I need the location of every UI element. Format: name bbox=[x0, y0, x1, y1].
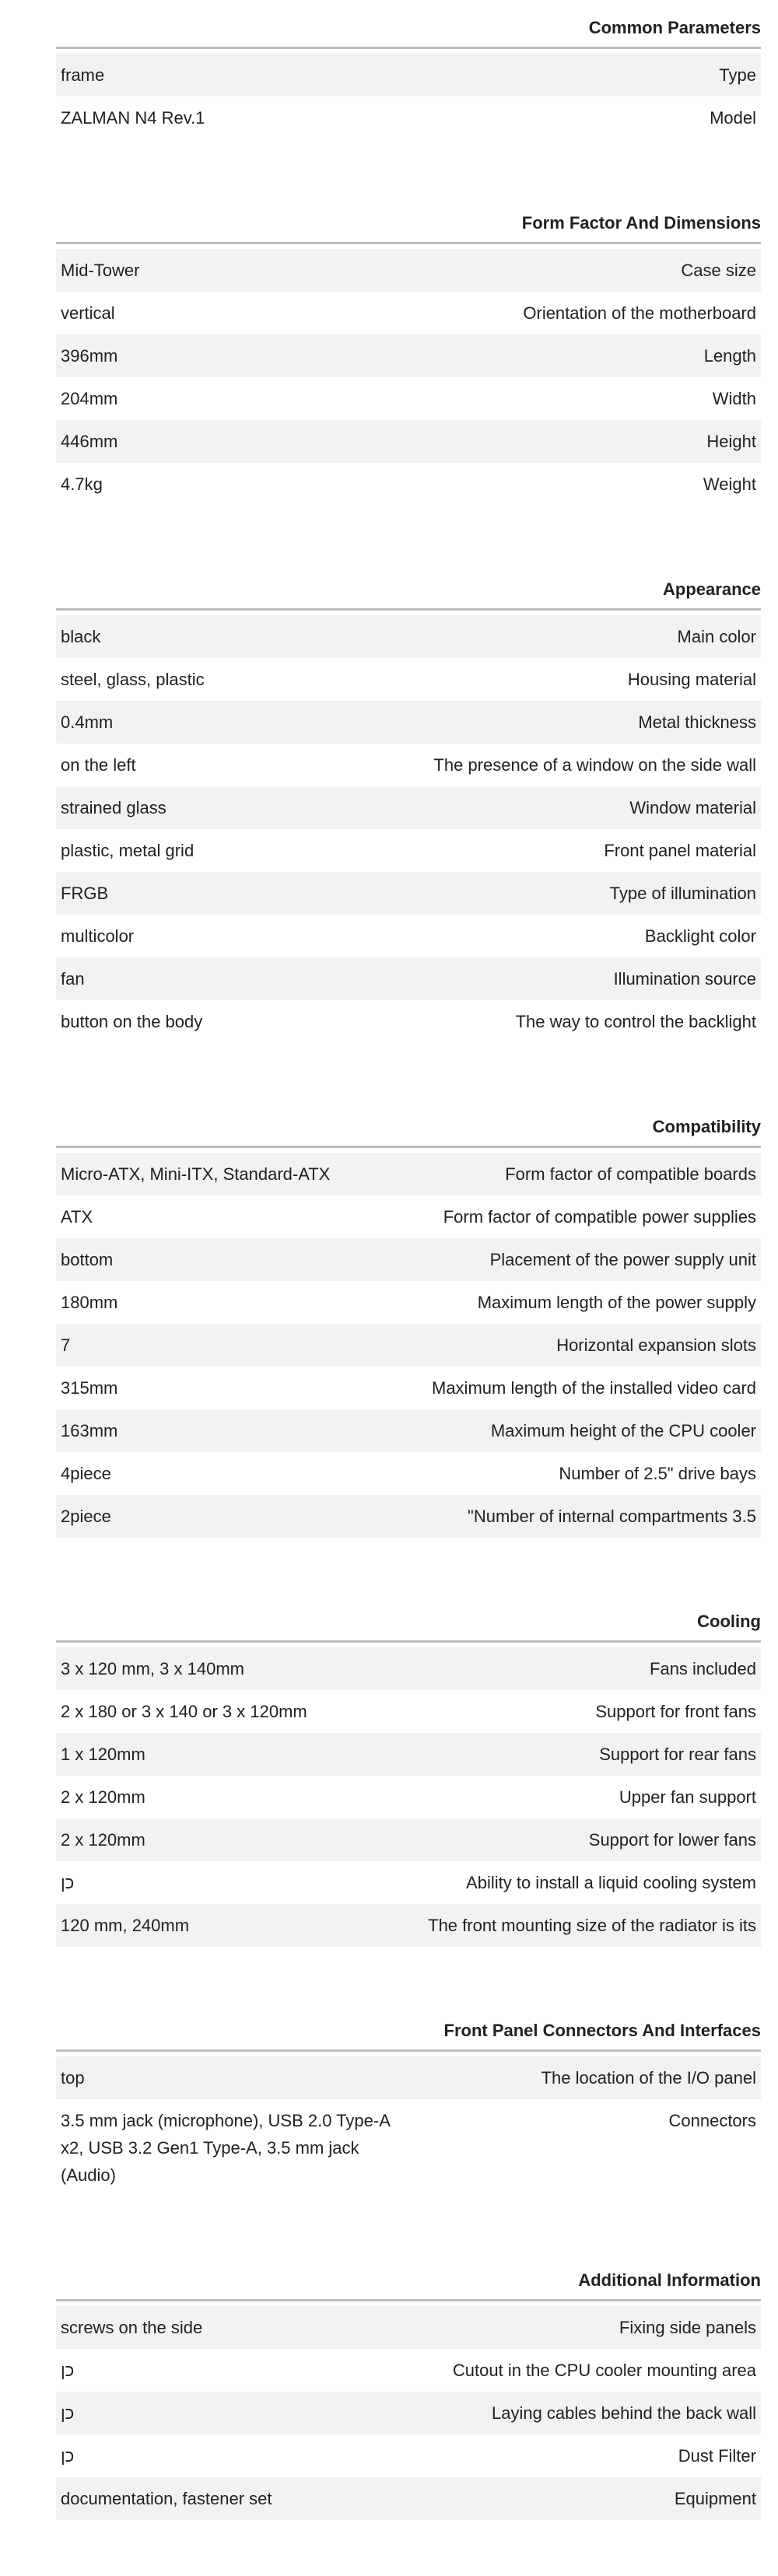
spec-label: Metal thickness bbox=[638, 712, 756, 732]
spec-value: כן bbox=[61, 2361, 75, 2380]
spec-value: Micro-ATX, Mini-ITX, Standard-ATX bbox=[61, 1164, 331, 1184]
spec-row bbox=[56, 701, 761, 744]
spec-value: כן bbox=[61, 2446, 75, 2466]
spec-section bbox=[56, 1099, 761, 1538]
spec-row bbox=[56, 1281, 761, 1324]
specifications-list bbox=[56, 0, 761, 2576]
spec-label: Number of 2.5" drive bays bbox=[559, 1464, 756, 1483]
spec-label: Window material bbox=[629, 798, 756, 817]
spec-label: Support for front fans bbox=[595, 1702, 756, 1721]
spec-label: "Number of internal compartments 3.5 bbox=[468, 1507, 756, 1526]
spec-label: Form factor of compatible power supplies bbox=[443, 1207, 756, 1227]
spec-value: 2piece bbox=[61, 1507, 111, 1526]
spec-row bbox=[56, 249, 761, 292]
spec-value: ATX bbox=[61, 1207, 93, 1227]
spec-rows bbox=[56, 1647, 761, 1947]
spec-section bbox=[56, 1594, 761, 1947]
section-title: Compatibility bbox=[56, 1099, 761, 1148]
spec-row bbox=[56, 463, 761, 506]
spec-row bbox=[56, 1647, 761, 1690]
spec-value: FRGB bbox=[61, 884, 109, 903]
spec-value: button on the body bbox=[61, 1012, 203, 1031]
spec-row bbox=[56, 1195, 761, 1238]
spec-label: The way to control the backlight bbox=[515, 1012, 756, 1031]
spec-row bbox=[56, 1861, 761, 1904]
spec-value: strained glass bbox=[61, 798, 166, 817]
spec-label: Front panel material bbox=[604, 841, 756, 860]
spec-row bbox=[56, 2349, 761, 2392]
section-title: Additional Information bbox=[56, 2252, 761, 2301]
spec-label: Length bbox=[703, 346, 756, 366]
spec-value: vertical bbox=[61, 303, 115, 323]
spec-value: 315mm bbox=[61, 1378, 118, 1398]
spec-row bbox=[56, 96, 761, 139]
spec-rows bbox=[56, 54, 761, 139]
spec-label: Height bbox=[706, 432, 756, 451]
spec-row bbox=[56, 1733, 761, 1776]
spec-row bbox=[56, 1000, 761, 1043]
spec-rows bbox=[56, 2306, 761, 2520]
spec-row bbox=[56, 786, 761, 829]
spec-row bbox=[56, 658, 761, 701]
section-title: Appearance bbox=[56, 562, 761, 611]
spec-label: Equipment bbox=[674, 2489, 756, 2508]
spec-row bbox=[56, 1153, 761, 1195]
spec-label: Dust Filter bbox=[678, 2446, 756, 2466]
spec-label: Support for lower fans bbox=[588, 1830, 756, 1850]
spec-label: The front mounting size of the radiator is its bbox=[428, 1916, 756, 1935]
spec-value: 120 mm, 240mm bbox=[61, 1916, 190, 1935]
spec-row bbox=[56, 915, 761, 957]
spec-row bbox=[56, 957, 761, 1000]
spec-row bbox=[56, 1409, 761, 1452]
spec-label: Form factor of compatible boards bbox=[505, 1164, 756, 1184]
spec-row bbox=[56, 2306, 761, 2349]
spec-value: Mid-Tower bbox=[61, 261, 140, 280]
spec-label: Maximum length of the power supply bbox=[477, 1293, 756, 1312]
spec-value: ZALMAN N4 Rev.1 bbox=[61, 108, 205, 128]
spec-value: top bbox=[61, 2068, 85, 2088]
spec-rows bbox=[56, 2056, 761, 2196]
spec-value: 204mm bbox=[61, 389, 118, 408]
spec-row bbox=[56, 2434, 761, 2477]
spec-value: כן bbox=[61, 2403, 75, 2423]
spec-value: multicolor bbox=[61, 926, 135, 946]
spec-row bbox=[56, 615, 761, 658]
spec-value: screws on the side bbox=[61, 2318, 203, 2337]
spec-label: Horizontal expansion slots bbox=[556, 1335, 756, 1355]
spec-row bbox=[56, 1324, 761, 1367]
spec-rows bbox=[56, 615, 761, 1043]
spec-value: documentation, fastener set bbox=[61, 2489, 272, 2508]
section-title: Cooling bbox=[56, 1594, 761, 1643]
spec-row bbox=[56, 2099, 761, 2196]
spec-section bbox=[56, 2003, 761, 2196]
spec-label: Maximum height of the CPU cooler bbox=[490, 1421, 756, 1440]
section-title: Form Factor And Dimensions bbox=[56, 195, 761, 244]
spec-label: Illumination source bbox=[613, 969, 756, 989]
spec-value: 2 x 180 or 3 x 140 or 3 x 120mm bbox=[61, 1702, 307, 1721]
spec-value: 446mm bbox=[61, 432, 118, 451]
spec-row bbox=[56, 1818, 761, 1861]
spec-value: 180mm bbox=[61, 1293, 118, 1312]
spec-label: Fans included bbox=[650, 1659, 756, 1678]
spec-rows bbox=[56, 249, 761, 506]
spec-label: Case size bbox=[681, 261, 756, 280]
spec-value: frame bbox=[61, 65, 105, 85]
spec-label: The presence of a window on the side wall bbox=[433, 755, 756, 775]
spec-row bbox=[56, 377, 761, 420]
spec-label: Placement of the power supply unit bbox=[489, 1250, 756, 1269]
spec-row bbox=[56, 1452, 761, 1495]
spec-label: Connectors bbox=[668, 2111, 756, 2130]
spec-value: bottom bbox=[61, 1250, 114, 1269]
spec-row bbox=[56, 829, 761, 872]
spec-row bbox=[56, 872, 761, 915]
spec-row bbox=[56, 334, 761, 377]
spec-label: Type bbox=[719, 65, 756, 85]
spec-row bbox=[56, 1904, 761, 1947]
spec-value: 7 bbox=[61, 1335, 71, 1355]
spec-label: Upper fan support bbox=[619, 1787, 756, 1807]
spec-label: Ability to install a liquid cooling system bbox=[466, 1873, 756, 1892]
spec-row bbox=[56, 744, 761, 786]
spec-value: fan bbox=[61, 969, 85, 989]
spec-label: Weight bbox=[703, 474, 756, 494]
spec-label: Housing material bbox=[627, 670, 756, 689]
spec-row bbox=[56, 420, 761, 463]
spec-row bbox=[56, 2392, 761, 2434]
spec-row bbox=[56, 1690, 761, 1733]
spec-row bbox=[56, 2477, 761, 2520]
spec-label: Width bbox=[712, 389, 756, 408]
spec-rows bbox=[56, 1153, 761, 1538]
spec-value: 2 x 120mm bbox=[61, 1830, 145, 1850]
spec-value: 2 x 120mm bbox=[61, 1787, 145, 1807]
spec-value: 1 x 120mm bbox=[61, 1745, 145, 1764]
spec-row bbox=[56, 1776, 761, 1818]
spec-section bbox=[56, 562, 761, 1043]
spec-label: Model bbox=[710, 108, 756, 128]
spec-section bbox=[56, 2252, 761, 2520]
spec-label: Main color bbox=[677, 627, 756, 646]
spec-value: 4.7kg bbox=[61, 474, 103, 494]
section-title: Front Panel Connectors And Interfaces bbox=[56, 2003, 761, 2052]
spec-value: 396mm bbox=[61, 346, 118, 366]
spec-row bbox=[56, 1238, 761, 1281]
spec-label: Backlight color bbox=[644, 926, 756, 946]
spec-value: 0.4mm bbox=[61, 712, 114, 732]
spec-label: Maximum length of the installed video card bbox=[432, 1378, 756, 1398]
spec-row bbox=[56, 1367, 761, 1409]
spec-row bbox=[56, 54, 761, 96]
section-title: Common Parameters bbox=[56, 0, 761, 49]
spec-value: 3 x 120 mm, 3 x 140mm bbox=[61, 1659, 244, 1678]
spec-label: Fixing side panels bbox=[619, 2318, 756, 2337]
spec-label: Type of illumination bbox=[609, 884, 756, 903]
spec-label: The location of the I/O panel bbox=[541, 2068, 756, 2088]
spec-value: 3.5 mm jack (microphone), USB 2.0 Type-A x2, USB 3.2 Gen1 Type-A, 3.5 mm jack (Audio) bbox=[61, 2111, 390, 2185]
spec-value: black bbox=[61, 627, 101, 646]
spec-label: Orientation of the motherboard bbox=[523, 303, 756, 323]
spec-value: כן bbox=[61, 1873, 75, 1892]
spec-label: Cutout in the CPU cooler mounting area bbox=[452, 2361, 756, 2380]
spec-section bbox=[56, 0, 761, 139]
spec-value: plastic, metal grid bbox=[61, 841, 194, 860]
spec-value: on the left bbox=[61, 755, 136, 775]
spec-section bbox=[56, 195, 761, 506]
spec-row bbox=[56, 2056, 761, 2099]
spec-value: 4piece bbox=[61, 1464, 111, 1483]
spec-label: Laying cables behind the back wall bbox=[491, 2403, 756, 2423]
spec-value: 163mm bbox=[61, 1421, 118, 1440]
spec-row bbox=[56, 292, 761, 334]
spec-label: Support for rear fans bbox=[599, 1745, 756, 1764]
spec-value: steel, glass, plastic bbox=[61, 670, 205, 689]
spec-row bbox=[56, 1495, 761, 1538]
